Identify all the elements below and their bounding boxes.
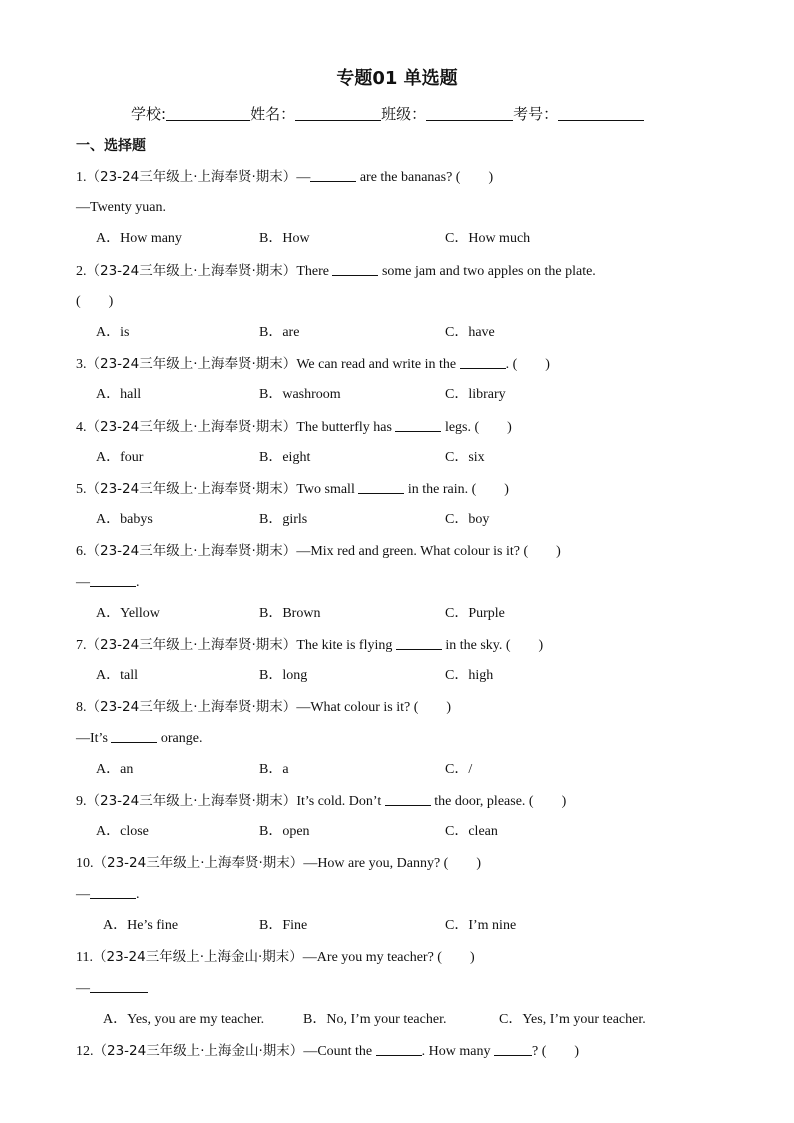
question-text: We can read and write in the (296, 357, 460, 372)
question-1 (76, 168, 493, 187)
question-text: . How many (421, 1044, 494, 1059)
option-c: C．six (445, 450, 485, 465)
question-3 (76, 355, 550, 374)
page-title: 专题01 单选题 (336, 68, 458, 89)
answer-blank (358, 481, 404, 494)
question-text: It’s cold. Don’t (296, 794, 385, 809)
answer-blank (332, 263, 378, 276)
option-b: B．long (259, 668, 308, 683)
option-b: B．a (259, 762, 289, 777)
school-blank (166, 106, 250, 121)
question-text: in the rain. ( ) (404, 482, 509, 497)
question-text: Two small (296, 482, 359, 497)
option-c: C．/ (445, 762, 473, 777)
option-c: C．clean (445, 824, 498, 839)
question-12 (76, 1042, 579, 1061)
question-number: 11. (76, 950, 93, 965)
question-text: —What colour is it? ( ) (296, 700, 452, 715)
option-b: B．Brown (259, 606, 321, 621)
answer-blank (396, 637, 442, 650)
option-a: A．Yes, you are my teacher. (103, 1012, 265, 1027)
question-text: The kite is flying (296, 638, 396, 653)
question-source: （23-24三年级上·上海奉贤·期末） (93, 855, 304, 871)
question-source: （23-24三年级上·上海奉贤·期末） (86, 543, 297, 559)
question-number: 4. (76, 420, 87, 435)
question-source: （23-24三年级上·上海奉贤·期末） (86, 699, 297, 715)
dash: — (76, 981, 90, 996)
question-4 (76, 418, 512, 437)
option-c: C．boy (445, 512, 490, 527)
question-7 (76, 636, 543, 655)
answer-blank (90, 886, 136, 899)
period: . (136, 887, 140, 902)
question-number: 7. (76, 638, 87, 653)
question-2 (76, 262, 596, 281)
option-a: A．Yellow (96, 606, 160, 621)
question-source: （23-24三年级上·上海奉贤·期末） (86, 263, 297, 279)
option-a: A．He’s fine (103, 918, 179, 933)
answer-blank-2 (494, 1043, 532, 1056)
answer-blank (90, 980, 148, 993)
option-a: A．close (96, 824, 149, 839)
answer-blank (385, 793, 431, 806)
question-source: （23-24三年级上·上海奉贤·期末） (86, 793, 297, 809)
student-info-line (131, 103, 644, 124)
dash: — (76, 575, 90, 590)
school-label: 学校: (131, 105, 167, 123)
question-source: （23-24三年级上·上海金山·期末） (93, 1043, 304, 1059)
name-label: 姓名： (250, 105, 296, 123)
question-2-paren: ( ) (76, 294, 114, 309)
option-a: A．four (96, 450, 144, 465)
question-text: . ( ) (505, 357, 550, 372)
option-b: B．are (259, 325, 300, 340)
name-blank (295, 106, 381, 121)
question-source: （23-24三年级上·上海奉贤·期末） (86, 356, 297, 372)
question-1-answer: —Twenty yuan. (76, 200, 167, 215)
option-b: B．open (259, 824, 310, 839)
question-source: （23-24三年级上·上海金山·期末） (92, 949, 303, 965)
option-c: C．high (445, 668, 494, 683)
question-number: 10. (76, 856, 94, 871)
answer-blank (111, 730, 157, 743)
answer-blank (376, 1043, 422, 1056)
question-text: legs. ( ) (441, 420, 512, 435)
dash: — (76, 887, 90, 902)
question-10-answer (76, 886, 140, 904)
question-number: 1. (76, 170, 87, 185)
answer-prefix: —It’s (76, 731, 112, 746)
answer-suffix: orange. (157, 731, 203, 746)
option-b: B．washroom (259, 387, 341, 402)
option-a: A．is (96, 325, 130, 340)
question-text: some jam and two apples on the plate. (378, 264, 596, 279)
question-text: —How are you, Danny? ( ) (303, 856, 481, 871)
question-source: （23-24三年级上·上海奉贤·期末） (86, 637, 297, 653)
question-text: in the sky. ( ) (441, 638, 544, 653)
question-8-answer (76, 730, 202, 748)
question-6-answer (76, 574, 140, 592)
section-heading: 一、选择题 (76, 138, 146, 154)
option-a: A．an (96, 762, 134, 777)
question-number: 5. (76, 482, 87, 497)
question-5 (76, 480, 509, 499)
option-c: C．How much (445, 231, 531, 246)
question-number: 6. (76, 544, 87, 559)
question-text: —Count the (303, 1044, 376, 1059)
question-text: —Are you my teacher? ( ) (302, 950, 475, 965)
option-c: C．Yes, I’m your teacher. (499, 1012, 646, 1027)
question-11-answer (76, 980, 148, 998)
answer-blank (90, 574, 136, 587)
question-8 (76, 698, 451, 717)
question-number: 9. (76, 794, 87, 809)
period: . (136, 575, 140, 590)
question-source: （23-24三年级上·上海奉贤·期末） (86, 481, 297, 497)
question-text: There (296, 264, 333, 279)
question-6 (76, 542, 561, 561)
question-text: are the bananas? ( ) (356, 170, 494, 185)
class-blank (426, 106, 513, 121)
option-b: B．No, I’m your teacher. (303, 1012, 447, 1027)
class-label: 班级： (381, 105, 427, 123)
option-b: B．Fine (259, 918, 308, 933)
option-c: C．I’m nine (445, 918, 517, 933)
question-number: 8. (76, 700, 87, 715)
question-number: 2. (76, 264, 87, 279)
answer-blank (310, 169, 356, 182)
question-text: the door, please. ( ) (430, 794, 567, 809)
answer-blank (395, 419, 441, 432)
option-c: C．Purple (445, 606, 505, 621)
answer-blank (460, 356, 506, 369)
option-a: A．babys (96, 512, 153, 527)
question-number: 12. (76, 1044, 94, 1059)
option-b: B．girls (259, 512, 308, 527)
option-a: A．hall (96, 387, 142, 402)
option-c: C．have (445, 325, 495, 340)
question-source: （23-24三年级上·上海奉贤·期末） (86, 419, 297, 435)
option-a: A．How many (96, 231, 182, 246)
question-11 (76, 948, 475, 967)
question-text: The butterfly has (296, 420, 396, 435)
question-number: 3. (76, 357, 87, 372)
option-b: B．How (259, 231, 310, 246)
question-text: —Mix red and green. What colour is it? ( ) (296, 544, 561, 559)
id-label: 考号： (513, 105, 559, 123)
option-b: B．eight (259, 450, 311, 465)
question-10 (76, 854, 481, 873)
option-a: A．tall (96, 668, 138, 683)
question-9 (76, 792, 566, 811)
question-source: （23-24三年级上·上海奉贤·期末） (86, 169, 297, 185)
id-blank (558, 106, 644, 121)
question-text: ? ( ) (531, 1044, 580, 1059)
question-text: — (296, 170, 311, 185)
option-c: C．library (445, 387, 506, 402)
